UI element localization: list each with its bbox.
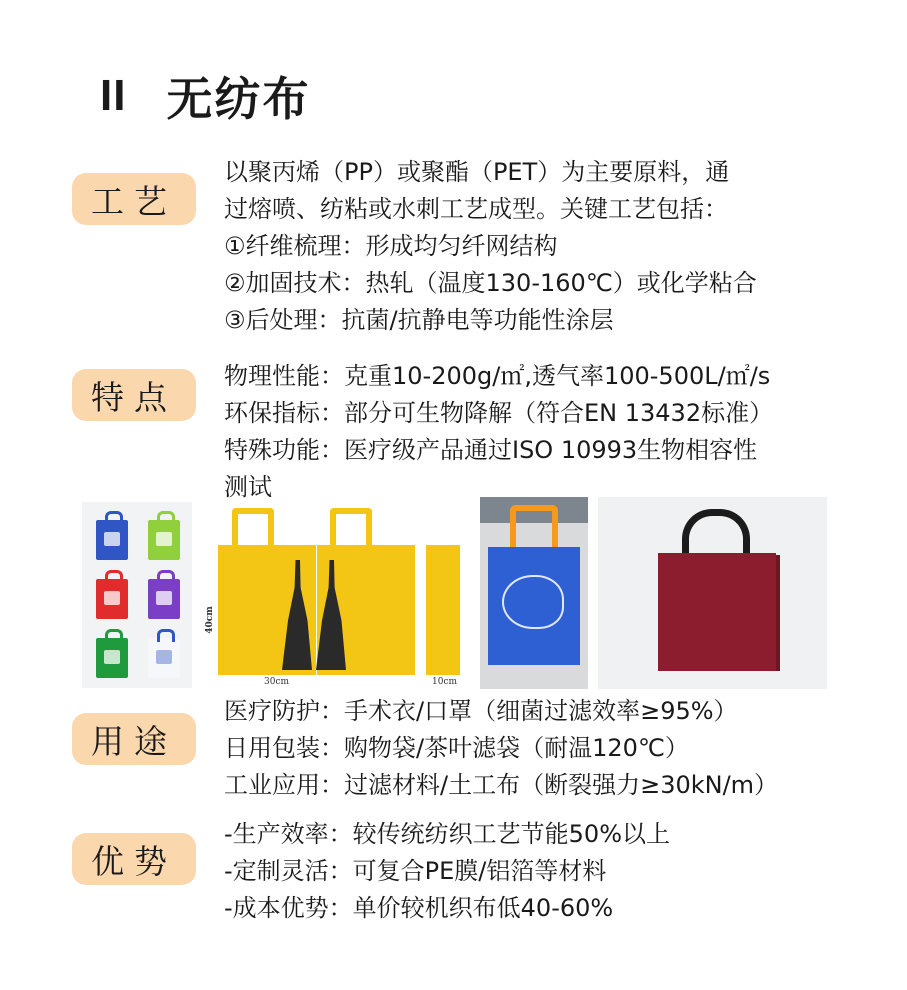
text-line: ②加固技术：热轧（温度130-160℃）或化学粘合 <box>224 269 757 297</box>
text-line: 环保指标：部分可生物降解（符合EN 13432标准） <box>224 399 774 427</box>
text-line: 过熔喷、纺粘或水刺工艺成型。关键工艺包括： <box>224 195 728 223</box>
bag-body <box>658 553 776 671</box>
dimension-height: 40cm <box>204 606 215 634</box>
bag-handle <box>232 508 274 548</box>
uses-text <box>224 693 778 804</box>
bag-handle <box>330 508 372 548</box>
photo-bag-samples <box>82 502 192 688</box>
text-line: ③后处理：抗菌/抗静电等功能性涂层 <box>224 306 614 334</box>
text-line: 测试 <box>224 473 272 501</box>
bag-illustration <box>502 575 564 629</box>
page-title <box>100 66 310 126</box>
text-line: 物理性能：克重10-200g/㎡,透气率100-500L/㎡/s <box>224 362 771 390</box>
text-line: 日用包装：购物袋/茶叶滤袋（耐温120℃） <box>224 734 689 762</box>
section-number: II <box>100 71 127 120</box>
bag-side-panel <box>426 545 460 675</box>
text-line: -成本优势：单价较机织布低40-60% <box>224 894 614 922</box>
features-text <box>224 358 773 506</box>
advantages-text <box>224 816 670 927</box>
title-text: 无纺布 <box>166 72 311 126</box>
text-line: 特殊功能：医疗级产品通过ISO 10993生物相容性 <box>224 436 758 464</box>
text-line: -定制灵活：可复合PE膜/铝箔等材料 <box>224 857 607 885</box>
photo-blue-bag <box>480 497 588 689</box>
dimension-side: 10cm <box>432 677 458 687</box>
tag-uses: 用途 <box>72 713 196 765</box>
bag-green <box>96 638 128 678</box>
bag-white <box>148 638 180 678</box>
bag-blue <box>96 520 128 560</box>
dimension-width: 30cm <box>264 677 290 687</box>
tag-process: 工艺 <box>72 173 196 225</box>
tag-features: 特点 <box>72 369 196 421</box>
bag-purple <box>148 579 180 619</box>
photo-yellow-bag-template <box>204 505 464 690</box>
bag-red <box>96 579 128 619</box>
product-photos <box>82 497 832 692</box>
text-line: 工业应用：过滤材料/土工布（断裂强力≥30kN/m） <box>224 771 779 799</box>
process-text <box>224 154 757 339</box>
text-line: 以聚丙烯（PP）或聚酯（PET）为主要原料，通 <box>224 158 730 186</box>
text-line: ①纤维梳理：形成均匀纤网结构 <box>224 232 558 260</box>
tag-advantages: 优势 <box>72 833 196 885</box>
photo-red-bag <box>598 497 827 689</box>
bag-green-light <box>148 520 180 560</box>
text-line: 医疗防护：手术衣/口罩（细菌过滤效率≥95%） <box>224 697 738 725</box>
text-line: -生产效率：较传统纺织工艺节能50%以上 <box>224 820 671 848</box>
bag-handle <box>510 505 558 551</box>
